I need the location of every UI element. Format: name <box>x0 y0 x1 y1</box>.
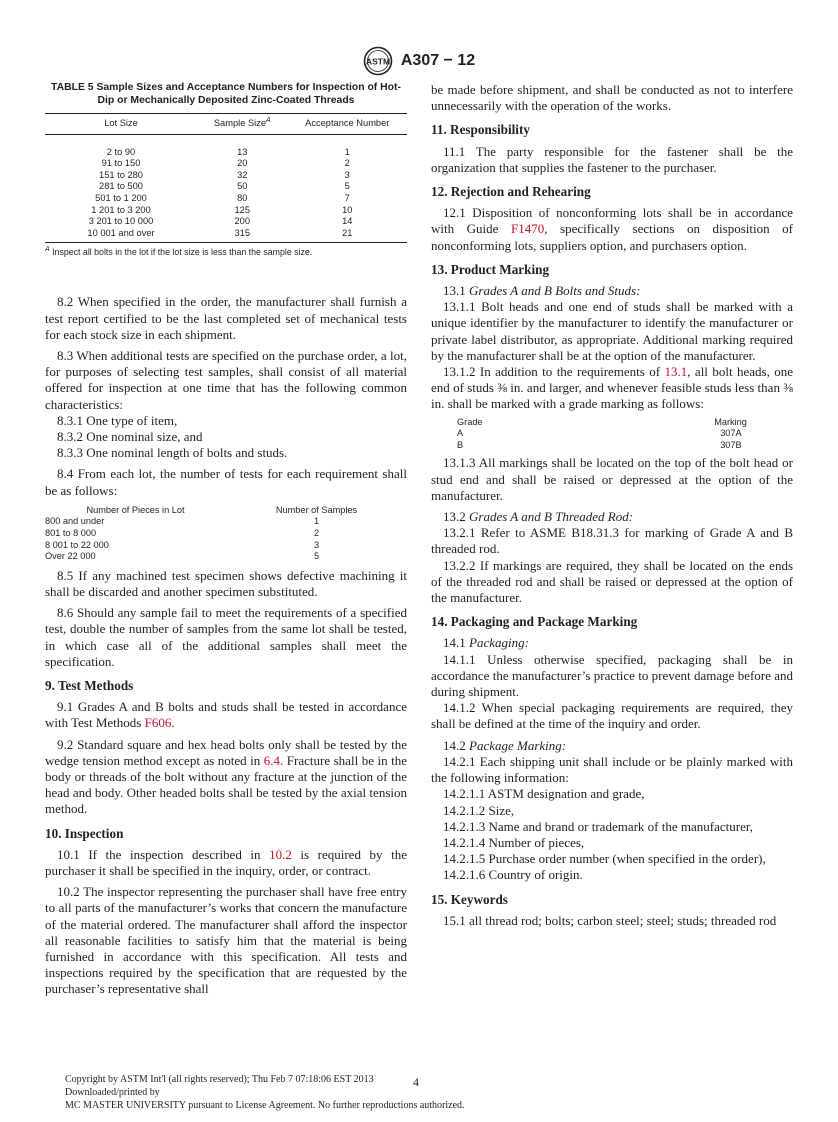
lot-size-cell: 91 to 150 <box>101 158 141 169</box>
acceptance-number-cell: 7 <box>344 192 350 203</box>
sample-size-cell: 315 <box>197 228 288 243</box>
grade-cell: B <box>457 439 464 450</box>
table5-row <box>45 228 407 243</box>
para-14-1: 14.1 Packaging: <box>443 635 529 651</box>
heading-14: 14. Packaging and Package Marking <box>431 614 638 630</box>
para-13-2: 13.2 Grades A and B Threaded Rod: <box>443 509 634 525</box>
acceptance-number-cell: 21 <box>288 228 407 243</box>
number-of-samples-cell: 1 <box>313 516 320 527</box>
para-14-2: 14.2 Package Marking: <box>443 737 567 753</box>
link-f606[interactable]: F606 <box>144 715 172 731</box>
para-12-1: 12.1 Disposition of nonconforming lots shall be in accordance with Guide F1470, specifically sections on disposition of nonconforming lots, suppliers option, and purchasers option. <box>431 205 793 253</box>
copyright-footer <box>65 1073 465 1112</box>
standard-designation: A307 − 12 <box>400 52 476 69</box>
table5 <box>45 113 407 243</box>
table5-row <box>45 134 407 158</box>
para-8-3: 8.3 When additional tests are specified on the purchase order, a lot, for purposes of selecting test samples, shall consist of all material offered for inspection at one time that has the following common characteristics: <box>45 347 407 412</box>
sample-size-cell: 20 <box>237 158 248 169</box>
para-15-1: 15.1 all thread rod; bolts; carbon steel; steel; studs; threaded rod <box>443 912 777 928</box>
lot-size-cell: 10 001 and over <box>45 228 197 243</box>
acceptance-number-cell: 10 <box>342 204 353 215</box>
grade-marking-row <box>431 428 793 440</box>
para-14-2-1: 14.2.1 Each shipping unit shall include or be plainly marked with the following information: <box>431 753 793 786</box>
right-column <box>431 82 793 929</box>
link-13-1[interactable]: 13.1 <box>664 364 688 380</box>
number-of-samples-cell: 5 <box>313 551 320 562</box>
lot-size-cell: 2 to 90 <box>106 146 136 157</box>
link-f1470[interactable]: F1470 <box>511 221 545 237</box>
grade-marking-header-grade: Grade <box>457 416 483 427</box>
para-13-1-1: 13.1.1 Bolt heads and one end of studs shall be marked with a unique identifier by the manufacturer to identify the manufacturer or private label distributor, as appropriate. Additional marking required by the manufacturer shall be at the option of the manufacturer. <box>431 299 793 363</box>
acceptance-number-cell: 5 <box>344 181 350 192</box>
table5-header-accept: Acceptance Number <box>288 114 407 135</box>
para-9-2: 9.2 Standard square and hex head bolts only shall be tested by the wedge tension method except as noted in 6.4. Fracture shall be in the body or threads of the bolt without any fracture at the junction of the head and body. Other headed bolts shall be tested by the axial tension method. <box>45 736 407 817</box>
sample-size-cell: 13 <box>237 146 248 157</box>
heading-9: 9. Test Methods <box>45 677 134 693</box>
table5-row <box>45 158 407 170</box>
sample-size-cell: 50 <box>237 181 248 192</box>
marking-cell: 307A <box>720 428 742 439</box>
lot-samples-row <box>45 516 407 528</box>
number-of-samples-cell: 2 <box>313 527 320 538</box>
footer-line-3: MC MASTER UNIVERSITY pursuant to License Agreement. No further reproductions authorized. <box>65 1100 465 1111</box>
heading-11: 11. Responsibility <box>431 122 530 138</box>
table5-caption: TABLE 5 Sample Sizes and Acceptance Numbers for Inspection of Hot-Dip or Mechanically Deposited Zinc-Coated Threads <box>51 82 401 106</box>
grade-marking-row <box>431 440 793 452</box>
table5-footnote: $^A$ Inspect all bolts in the lot if the lot size is less than the sample size. <box>45 246 313 258</box>
para-10-2: 10.2 The inspector representing the purchaser shall have free entry to all parts of the manufacturer’s works that concern the manufacture of the material ordered. The manufacturer shall afford the inspector all reasonable facilities to satisfy him that the material is being furnished in accordance with this specification. All tests and inspections required by the specification that are requested by the purchaser’s representative shall <box>45 884 407 997</box>
para-10-2-continued: be made before shipment, and shall be conducted as not to interfere unnecessarily with the operation of the works. <box>431 82 793 114</box>
grade-cell: A <box>457 428 464 439</box>
para-13-1-3: 13.1.3 All markings shall be located on the top of the bolt head or stud end and shall be raised or depressed at the option of the manufacturer. <box>431 455 793 503</box>
sample-size-cell: 200 <box>234 216 251 227</box>
para-8-3-1: 8.3.1 One type of item, <box>57 412 178 428</box>
para-8-4: 8.4 From each lot, the number of tests for each requirement shall be as follows: <box>45 466 407 498</box>
left-column <box>45 82 407 998</box>
lot-samples-table <box>45 505 407 563</box>
table5-header-sample: Sample Size$^A$ <box>197 114 288 135</box>
para-14-2-1-2: 14.2.1.2 Size, <box>443 802 515 818</box>
para-9-1: 9.1 Grades A and B bolts and studs shall be tested in accordance with Test Methods F606. <box>45 699 407 731</box>
para-14-1-1: 14.1.1 Unless otherwise specified, packaging shall be in accordance the manufacturer’s practice to prevent damage before and during shipment. <box>431 651 793 700</box>
lot-samples-row <box>45 551 407 563</box>
para-14-2-1-6: 14.2.1.6 Country of origin. <box>443 867 583 883</box>
link-6-4[interactable]: 6.4 <box>263 752 281 768</box>
pieces-in-lot-cell: Over 22 000 <box>45 551 96 562</box>
marking-cell: 307B <box>720 439 742 450</box>
para-8-3-2: 8.3.2 One nominal size, and <box>57 428 203 444</box>
page-header <box>0 46 838 76</box>
para-13-2-2: 13.2.2 If markings are required, they shall be located on the ends of the threaded rod and shall be raised or depressed at the option of the manufacturer. <box>431 557 793 606</box>
lot-size-cell: 151 to 280 <box>99 169 143 180</box>
page-number: 4 <box>413 1075 419 1089</box>
para-13-2-1: 13.2.1 Refer to ASME B18.31.3 for marking of Grade A and B threaded rod. <box>431 525 793 557</box>
table5-header-lot: Lot Size <box>45 114 197 135</box>
para-8-5: 8.5 If any machined test specimen shows defective machining it shall be discarded and another specimen substituted. <box>45 567 407 599</box>
grade-marking-header-marking: Marking <box>714 416 747 427</box>
lot-size-cell: 1 201 to 3 200 <box>91 204 151 215</box>
para-13-1-2: 13.1.2 In addition to the requirements of 13.1, all bolt heads, one end of studs ⅜ in. and larger, and whenever feasible studs less than ⅜ in. shall be marked with a grade marking as follows: <box>431 364 793 412</box>
heading-15: 15. Keywords <box>431 891 508 907</box>
lot-samples-header-pieces: Number of Pieces in Lot <box>86 504 185 515</box>
astm-logo-icon <box>363 46 393 76</box>
lot-size-cell: 501 to 1 200 <box>95 192 147 203</box>
pieces-in-lot-cell: 800 and under <box>45 516 105 527</box>
lot-samples-row <box>45 528 407 540</box>
para-8-3-3: 8.3.3 One nominal length of bolts and studs. <box>57 445 288 461</box>
para-10-1: 10.1 If the inspection described in 10.2 is required by the purchaser it shall be specified in the inquiry, order, or contract. <box>45 846 407 878</box>
para-14-2-1-1: 14.2.1.1 ASTM designation and grade, <box>443 786 645 802</box>
lot-size-cell: 3 201 to 10 000 <box>88 216 154 227</box>
para-8-6: 8.6 Should any sample fail to meet the requirements of a specified test, double the number of samples from the same lot shall be tested, in which case all of the additional samples shall meet the specification. <box>45 605 407 669</box>
sample-size-cell: 125 <box>234 204 251 215</box>
table5-row <box>45 170 407 182</box>
lot-samples-row <box>45 540 407 552</box>
para-11-1: 11.1 The party responsible for the fastener shall be the organization that supplies the fastener to the purchaser. <box>431 143 793 175</box>
para-8-2: 8.2 When specified in the order, the manufacturer shall furnish a test report certified to be the last completed set of mechanical tests for each stock size in each shipment. <box>45 294 407 342</box>
acceptance-number-cell: 1 <box>344 146 350 157</box>
para-14-1-2: 14.1.2 When special packaging requirements are required, they shall be defined at the time of the inquiry and order. <box>431 700 793 732</box>
para-14-2-1-4: 14.2.1.4 Number of pieces, <box>443 834 585 850</box>
acceptance-number-cell: 2 <box>344 158 350 169</box>
acceptance-number-cell: 3 <box>344 169 350 180</box>
para-13-1: 13.1 Grades A and B Bolts and Studs: <box>443 283 641 299</box>
heading-10: 10. Inspection <box>45 825 124 841</box>
number-of-samples-cell: 3 <box>313 539 320 550</box>
footer-line-2: Downloaded/printed by <box>65 1087 160 1098</box>
lot-size-cell: 281 to 500 <box>99 181 143 192</box>
footer-line-1: Copyright by ASTM Int'l (all rights reserved); Thu Feb 7 07:18:06 EST 2013 <box>65 1074 374 1085</box>
lot-samples-header-samples: Number of Samples <box>275 504 358 515</box>
para-14-2-1-5: 14.2.1.5 Purchase order number (when specified in the order), <box>443 851 766 867</box>
svg-text:ASTM: ASTM <box>365 56 390 67</box>
pieces-in-lot-cell: 8 001 to 22 000 <box>45 539 109 550</box>
table5-row <box>45 205 407 217</box>
table5-row <box>45 193 407 205</box>
heading-12: 12. Rejection and Rehearing <box>431 184 591 200</box>
sample-size-cell: 32 <box>237 169 248 180</box>
acceptance-number-cell: 14 <box>342 216 353 227</box>
link-10-2[interactable]: 10.2 <box>269 846 292 862</box>
table5-row <box>45 216 407 228</box>
table5-row <box>45 181 407 193</box>
heading-13: 13. Product Marking <box>431 261 550 277</box>
pieces-in-lot-cell: 801 to 8 000 <box>45 527 97 538</box>
para-14-2-1-3: 14.2.1.3 Name and brand or trademark of the manufacturer, <box>443 818 753 834</box>
sample-size-cell: 80 <box>237 192 248 203</box>
grade-marking-table <box>431 417 793 452</box>
